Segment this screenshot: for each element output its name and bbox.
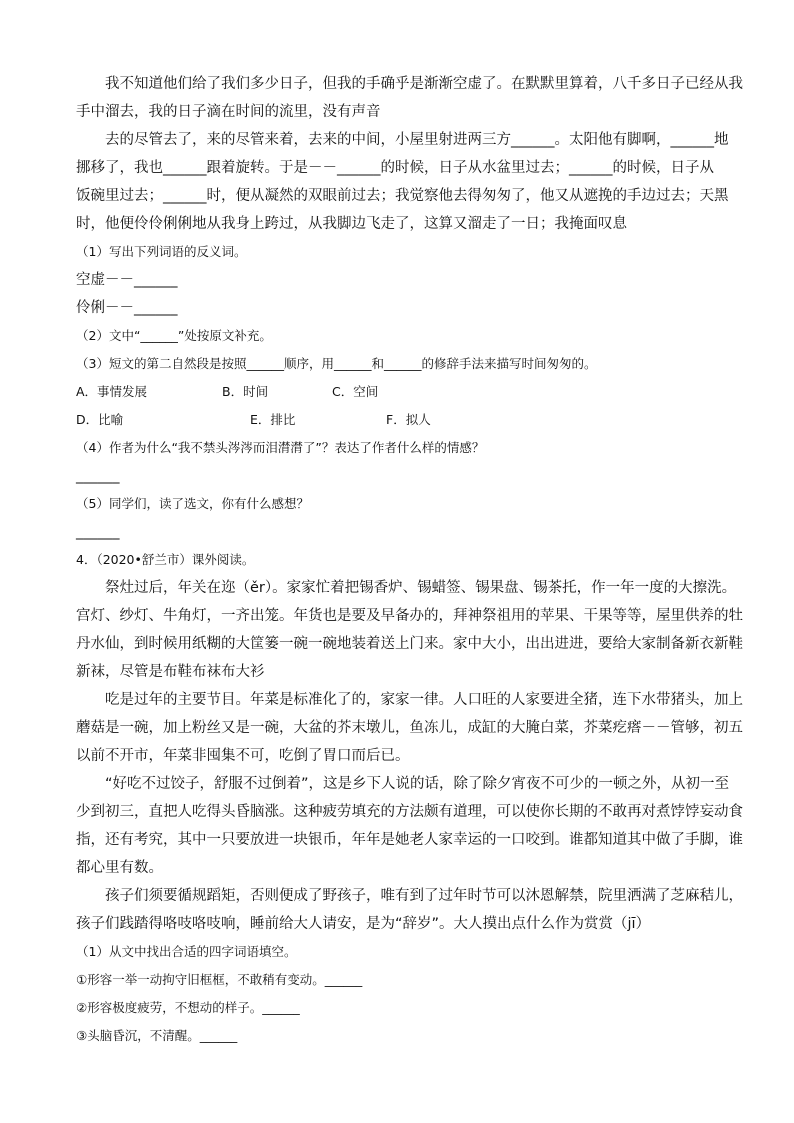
question-4: （4）作者为什么“我不禁头涔涔而泪潸潸了”？表达了作者什么样的情感？ (76, 440, 485, 455)
option-b: B．时间 (222, 384, 269, 399)
text-line: 去的尽管去了，来的尽管来着，去来的中间，小屋里射进两三方______。太阳他有脚啊，______地 (105, 132, 729, 148)
question-1: （1）写出下列词语的反义词。 (76, 244, 247, 259)
text-line: 丹水仙，到时候用纸糊的大筐篓一碗一碗地装着送上门来。家中大小，出出进进，要给大家制备新衣新鞋 (76, 636, 743, 652)
text-line: 我不知道他们给了我们多少日子，但我的手确乎是渐渐空虚了。在默默里算着，八千多日子已经从我 (105, 76, 743, 92)
passage1-paragraph1 (76, 70, 743, 126)
questions-section-1 (76, 238, 720, 546)
questions-section-2 (76, 938, 720, 1050)
text-line: 指，还有考究，其中一只要放进一块银币，年年是她老人家幸运的一口咬到。谁都知道其中做了手脚，谁 (76, 832, 743, 848)
text-line: 都心里有数。 (76, 860, 163, 876)
option-f: F．拟人 (386, 412, 431, 427)
passage2-paragraph2 (76, 686, 743, 770)
answer-line-antonym-1: 空虚－－______ (76, 272, 178, 288)
question-5: （5）同学们，读了选文，你有什么感想？ (76, 496, 309, 511)
sub-question-c: ③头脑昏沉，不清醒。______ (76, 1028, 238, 1043)
answer-blank-4: ______ (76, 468, 120, 484)
text-line: 挪移了，我也______跟着旋转。于是－－______的时候，日子从水盆里过去；______的时候，日子从 (76, 160, 714, 176)
option-d: D．比喻 (76, 412, 124, 427)
exam-page (76, 70, 743, 1050)
text-line: 新袜，尽管是布鞋布袜布大衫 (76, 664, 265, 680)
text-line: 少到初三，直把人吃得头昏脑涨。这种疲劳填充的方法颇有道理，可以使你长期的不敢再对煮饽饽妄动食 (76, 804, 743, 820)
passage1-paragraph2 (76, 126, 729, 238)
sub-question-a: ①形容一举一动拘守旧框框，不敢稍有变动。______ (76, 972, 363, 987)
question-2: （2）文中“______”处按原文补充。 (76, 328, 272, 343)
text-line: 祭灶过后，年关在迩（ěr）。家家忙着把锡香炉、锡蜡签、锡果盘、锡茶托，作一年一度的大擦洗。 (105, 580, 737, 596)
text-line: 宫灯、纱灯、牛角灯，一齐出笼。年货也是要及早备办的，拜神祭祖用的苹果、干果等等，屋里供养的牡 (76, 608, 743, 624)
option-a: A．事情发展 (76, 384, 148, 399)
question-4-header: 4．（2020•舒兰市）课外阅读。 (76, 552, 255, 567)
option-e: E．排比 (250, 412, 296, 427)
option-c: C．空间 (332, 384, 379, 399)
text-line: 饭碗里过去；______时，便从凝然的双眼前过去；我觉察他去得匆匆了，他又从遮挽的手边过去；天黑 (76, 188, 729, 204)
text-line: 蘑菇是一碗，加上粉丝又是一碗，大盆的芥末墩儿，鱼冻儿，成缸的大腌白菜，芥菜疙瘩－－管够，初五 (76, 720, 743, 736)
sub-question-b: ②形容极度疲劳，不想动的样子。______ (76, 1000, 300, 1015)
text-line: 孩子们践踏得咯吱咯吱响，睡前给大人请安，是为“辞岁”。大人摸出点什么作为赏赏（jī） (76, 916, 651, 932)
question-1: （1）从文中找出合适的四字词语填空。 (76, 944, 297, 959)
answer-blank-5: ______ (76, 524, 120, 540)
answer-line-antonym-2: 伶俐－－______ (76, 300, 178, 316)
text-line: 吃是过年的主要节目。年菜是标准化了的，家家一律。人口旺的人家要进全猪，连下水带猪头，加上 (105, 692, 743, 708)
options-row-2 (76, 406, 720, 434)
passage2-paragraph4 (76, 882, 743, 938)
passage2-paragraph1 (76, 574, 743, 686)
question-3: （3）短文的第二自然段是按照______顺序，用______和______的修辞手法来描写时间匆匆的。 (76, 356, 597, 371)
passage2-paragraph3 (76, 770, 743, 882)
options-row-1 (76, 378, 720, 406)
text-line: 手中溜去，我的日子滴在时间的流里，没有声音 (76, 104, 381, 120)
text-line: 时，他便伶伶俐俐地从我身上跨过，从我脚边飞走了，这算又溜走了一日；我掩面叹息 (76, 216, 627, 232)
text-line: 孩子们须要循规蹈矩，否则便成了野孩子，唯有到了过年时节可以沐恩解禁，院里洒满了芝麻秸儿， (105, 888, 743, 904)
text-line: 以前不开市，年菜非囤集不可，吃倒了胃口而后已。 (76, 748, 410, 764)
text-line: “好吃不过饺子，舒服不过倒着”，这是乡下人说的话，除了除夕宵夜不可少的一顿之外，从初一至 (105, 776, 730, 792)
